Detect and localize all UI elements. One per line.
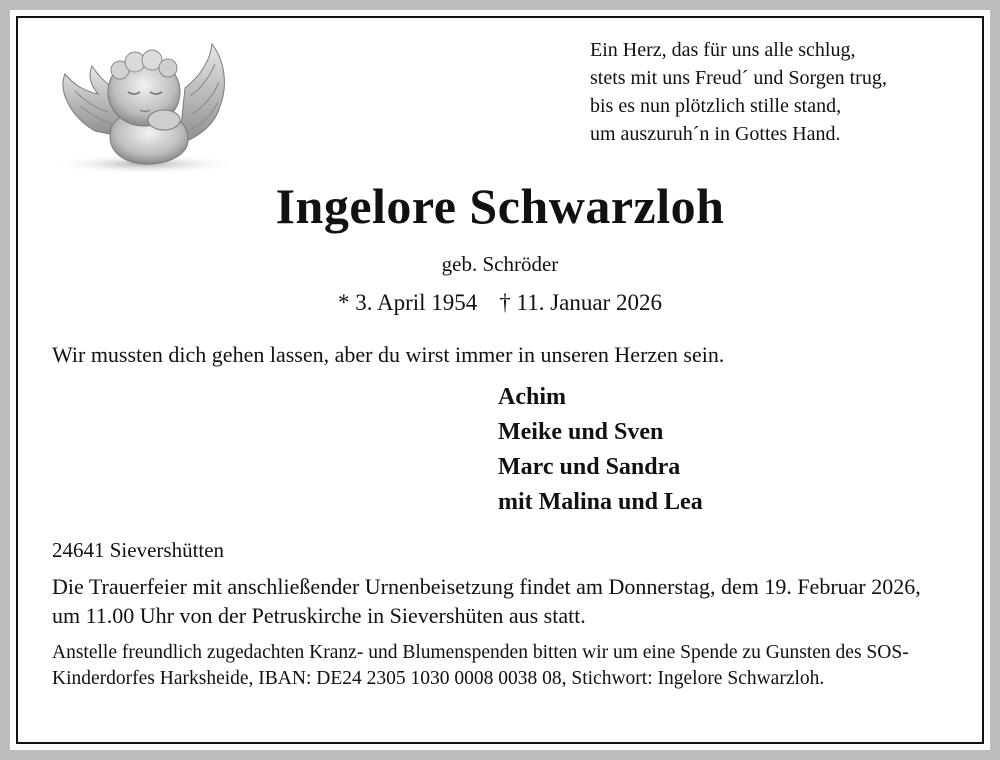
family-member: mit Malina und Lea [498,489,703,515]
family-member: Achim [498,384,566,410]
maiden-name: geb. Schröder [441,252,559,276]
poem-line: um auszuruh´n in Gottes Hand. [590,123,841,145]
poem-line: bis es nun plötzlich stille stand, [590,95,842,117]
funeral-ceremony-notice: Die Trauerfeier mit anschließender Urnenbeisetzung findet am Donnerstag, dem 19. Februar 2026, um 11.00 Uhr von der Petruskirche in Sievershüten aus statt. [52,574,921,628]
poem-line: Ein Herz, das für uns alle schlug, [590,39,856,61]
mourning-family [498,380,703,520]
family-member: Marc und Sandra [498,454,681,480]
cherub-angel-icon [40,36,230,176]
donation-request: Anstelle freundlich zugedachten Kranz- und Blumenspenden bitten wir um eine Spende zu Gunsten des SOS-Kinderdorfes Harksheide, IBAN: DE24 2305 1030 0008 0038 08, Stichwort: Ingelore Schwarzloh. [52,642,909,689]
family-member: Meike und Sven [498,419,664,445]
deceased-name: Ingelore Schwarzloh [275,178,725,234]
obituary-card [10,10,990,750]
memorial-motto: Wir mussten dich gehen lassen, aber du wirst immer in unseren Herzen sein. [52,342,725,367]
poem-line: stets mit uns Freud´ und Sorgen trug, [590,67,887,89]
memorial-poem [590,36,887,148]
death-date: † 11. Januar 2026 [499,290,662,315]
place-of-residence: 24641 Sievershütten [52,538,225,562]
birth-date: * 3. April 1954 [338,290,478,315]
life-dates [10,288,990,318]
